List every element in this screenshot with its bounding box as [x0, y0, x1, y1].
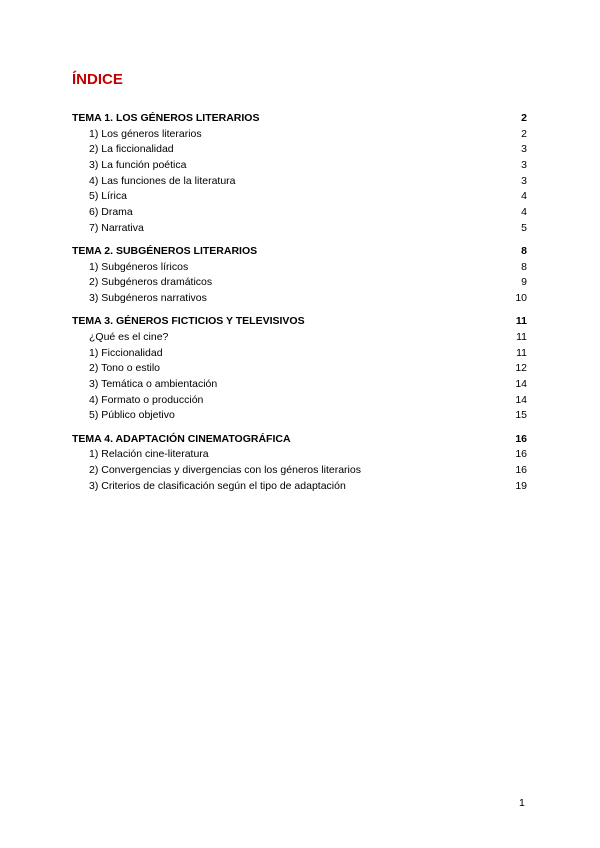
toc-entry-label: 1) Subgéneros líricos — [89, 260, 189, 273]
toc-entry-page: 14 — [515, 378, 527, 390]
toc-entry-label: 1) Los géneros literarios — [89, 127, 202, 140]
toc-entry-page: 3 — [521, 143, 527, 156]
toc-entry-page: 3 — [521, 159, 527, 172]
toc-entry-page: 15 — [515, 409, 527, 422]
toc-heading-tema-4[interactable] — [72, 432, 527, 448]
toc-entry-label: 2) Tono o estilo — [89, 362, 161, 375]
toc-entry[interactable] — [72, 408, 527, 424]
toc-entry-label: 2) Subgéneros dramáticos — [89, 276, 213, 289]
toc-entry-page: 16 — [515, 448, 527, 461]
toc-entry[interactable] — [72, 275, 527, 291]
table-of-contents — [72, 111, 527, 494]
toc-entry[interactable] — [72, 158, 527, 174]
toc-heading-label: TEMA 4. ADAPTACIÓN CINEMATOGRÁFICA — [72, 432, 291, 445]
toc-entry[interactable] — [72, 393, 527, 409]
toc-entry-label: 3) La función poética — [89, 159, 187, 172]
toc-entry[interactable] — [72, 330, 527, 346]
toc-entry-page: 10 — [515, 292, 527, 305]
toc-entry-page: 4 — [521, 206, 527, 219]
toc-entry[interactable] — [72, 205, 527, 221]
toc-heading-label: TEMA 2. SUBGÉNEROS LITERARIOS — [72, 245, 258, 257]
toc-entry[interactable] — [72, 174, 527, 190]
toc-heading-tema-2[interactable] — [72, 244, 527, 260]
toc-entry-page: 9 — [521, 276, 527, 289]
toc-entry-label: 4) Formato o producción — [89, 393, 204, 406]
toc-entry-page: 8 — [521, 260, 527, 273]
toc-entry[interactable] — [72, 479, 527, 495]
toc-entry[interactable] — [72, 447, 527, 463]
toc-entry-label: 6) Drama — [89, 206, 133, 219]
toc-entry-label: 1) Relación cine-literatura — [89, 448, 209, 461]
toc-entry-page: 3 — [521, 174, 527, 187]
toc-heading-page: 16 — [515, 432, 527, 445]
toc-heading-tema-1[interactable] — [72, 111, 527, 127]
toc-entry-page: 12 — [515, 362, 527, 375]
toc-entry[interactable] — [72, 189, 527, 205]
toc-heading-label: TEMA 1. LOS GÉNEROS LITERARIOS — [72, 112, 260, 124]
toc-entry-label: 3) Criterios de clasificación según el tipo de adaptación — [89, 479, 346, 492]
toc-heading-page: 8 — [521, 245, 527, 257]
toc-entry[interactable] — [72, 260, 527, 276]
toc-entry[interactable] — [72, 463, 527, 479]
toc-entry-page: 19 — [515, 479, 527, 492]
toc-entry-page: 11 — [516, 330, 527, 343]
toc-entry-label: ¿Qué es el cine? — [89, 330, 169, 343]
page-number: 1 — [519, 797, 525, 809]
toc-entry-page: 16 — [515, 463, 527, 476]
toc-entry[interactable] — [72, 221, 527, 237]
toc-entry-page: 5 — [521, 221, 527, 234]
toc-entry-label: 3) Temática o ambientación — [89, 378, 218, 390]
toc-entry[interactable] — [72, 377, 527, 393]
toc-entry[interactable] — [72, 142, 527, 158]
toc-entry-label: 5) Público objetivo — [89, 409, 175, 422]
toc-entry-page: 4 — [521, 190, 527, 203]
toc-entry[interactable] — [72, 346, 527, 362]
index-title: ÍNDICE — [72, 71, 123, 88]
toc-entry-page: 14 — [515, 393, 527, 406]
toc-heading-label: TEMA 3. GÉNEROS FICTICIOS Y TELEVISIVOS — [72, 315, 305, 328]
toc-heading-page: 11 — [515, 315, 527, 328]
toc-entry-label: 3) Subgéneros narrativos — [89, 292, 207, 305]
toc-entry[interactable] — [72, 361, 527, 377]
toc-entry-page: 11 — [516, 346, 527, 359]
toc-heading-tema-3[interactable] — [72, 314, 527, 330]
toc-entry-label: 5) Lírica — [89, 190, 127, 203]
toc-entry[interactable] — [72, 127, 527, 143]
toc-entry-label: 4) Las funciones de la literatura — [89, 174, 236, 187]
toc-heading-page: 2 — [521, 112, 527, 124]
toc-entry-label: 7) Narrativa — [89, 221, 144, 234]
toc-entry-label: 1) Ficcionalidad — [89, 346, 163, 359]
toc-entry-page: 2 — [521, 127, 527, 140]
toc-entry[interactable] — [72, 291, 527, 307]
toc-entry-label: 2) La ficcionalidad — [89, 143, 174, 156]
toc-entry-label: 2) Convergencias y divergencias con los géneros literarios — [89, 463, 361, 476]
